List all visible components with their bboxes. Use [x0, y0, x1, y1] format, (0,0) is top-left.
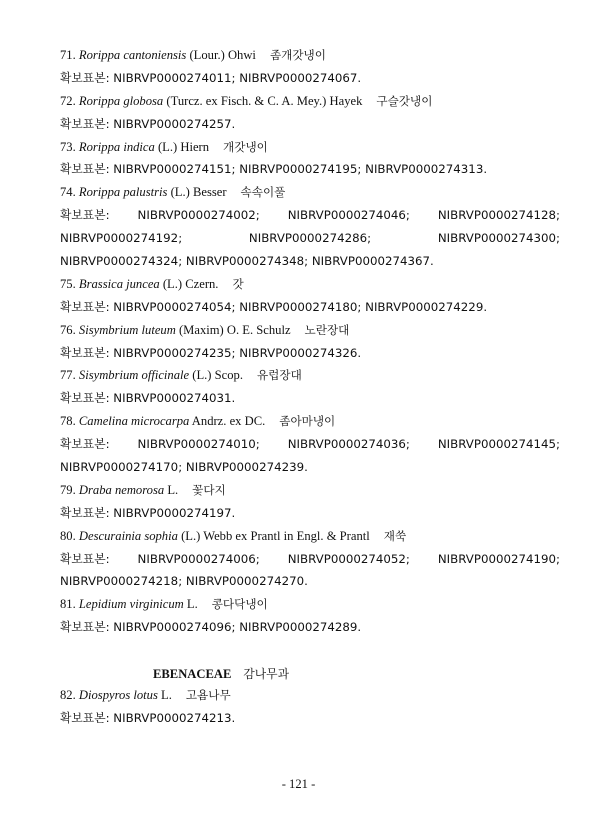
author-citation: (Turcz. ex Fisch. & C. A. Mey.) Hayek — [166, 93, 363, 108]
author-citation: (Lour.) Ohwi — [189, 48, 256, 62]
specimen-list-line: 확보표본: NIBRVP0000274002; NIBRVP0000274046; NIBRVP0000274128; — [60, 208, 560, 223]
species-entry-heading — [60, 90, 560, 113]
author-citation: L. — [186, 597, 198, 612]
species-entry-heading — [60, 364, 560, 387]
korean-name: 고욤나무 — [185, 688, 231, 702]
author-citation: Andrz. ex DC. — [191, 414, 266, 429]
entry-number: 78. — [60, 414, 76, 429]
scientific-name: Lepidium virginicum — [78, 597, 184, 612]
specimen-list-line: 확보표본: NIBRVP0000274011; NIBRVP0000274067. — [60, 70, 362, 85]
specimen-list-line: 확보표본: NIBRVP0000274197. — [60, 505, 236, 520]
korean-name: 노란장대 — [304, 322, 350, 337]
species-entry-heading — [60, 44, 560, 67]
korean-name: 콩다닥냉이 — [211, 597, 268, 612]
specimen-list-line: 확보표본: NIBRVP0000274010; NIBRVP0000274036; NIBRVP0000274145; — [60, 437, 560, 452]
entry-number: 79. — [60, 482, 76, 497]
scientific-name: Rorippa cantoniensis — [78, 48, 187, 62]
specimen-list-line: NIBRVP0000274170; NIBRVP0000274239. — [60, 460, 308, 475]
family-name: EBENACEAE — [153, 667, 232, 681]
korean-name: 좀개갓냉이 — [269, 48, 326, 62]
author-citation: L. — [161, 688, 172, 702]
scientific-name: Rorippa globosa — [78, 93, 164, 108]
entry-number: 74. — [60, 185, 76, 200]
author-citation: (L.) Scop. — [192, 368, 243, 383]
scientific-name: Sisymbrium officinale — [78, 368, 190, 383]
species-entry-heading — [60, 136, 560, 159]
korean-name: 갓 — [232, 276, 244, 291]
specimen-list-line: 확보표본: NIBRVP0000274006; NIBRVP0000274052; NIBRVP0000274190; — [60, 551, 560, 566]
entry-number: 71. — [60, 48, 76, 62]
korean-name: 꽃다지 — [192, 482, 226, 497]
species-entry-heading — [60, 410, 560, 433]
specimen-list-line: NIBRVP0000274218; NIBRVP0000274270. — [60, 574, 308, 589]
specimen-list-line: 확보표본: NIBRVP0000274151; NIBRVP0000274195; NIBRVP0000274313. — [60, 162, 488, 177]
scientific-name: Draba nemorosa — [78, 482, 165, 497]
entry-number: 80. — [60, 528, 76, 543]
family-heading — [153, 665, 289, 682]
author-citation: (L.) Czern. — [162, 276, 219, 291]
species-entry-heading — [60, 319, 560, 342]
korean-name: 재쑥 — [383, 528, 407, 543]
scientific-name: Rorippa palustris — [78, 185, 168, 200]
specimen-list-line: 확보표본: NIBRVP0000274031. — [60, 391, 236, 406]
entry-number: 82. — [60, 688, 76, 702]
species-list-ebenaceae — [60, 684, 560, 730]
korean-name: 유럽장대 — [256, 368, 302, 383]
species-list — [60, 44, 560, 639]
author-citation: L. — [167, 482, 179, 497]
author-citation: (Maxim) O. E. Schulz — [178, 322, 291, 337]
species-entry-heading — [60, 181, 560, 204]
author-citation: (L.) Besser — [170, 185, 227, 200]
specimen-list-line: 확보표본: NIBRVP0000274257. — [60, 116, 236, 131]
species-entry-heading — [60, 273, 560, 296]
author-citation: (L.) Hiern — [157, 139, 210, 154]
scientific-name: Rorippa indica — [78, 139, 155, 154]
entry-number: 73. — [60, 139, 76, 154]
specimen-list-line: 확보표본: NIBRVP0000274054; NIBRVP0000274180; NIBRVP0000274229. — [60, 299, 488, 314]
species-entry-heading — [60, 525, 560, 548]
scientific-name: Camelina microcarpa — [78, 414, 190, 429]
species-entry-heading — [60, 479, 560, 502]
specimen-list-line: 확보표본: NIBRVP0000274213. — [60, 710, 236, 725]
species-entry-heading — [60, 684, 560, 707]
entry-number: 77. — [60, 368, 76, 383]
entry-number: 76. — [60, 322, 76, 337]
korean-name: 속속이풀 — [240, 185, 286, 200]
scientific-name: Sisymbrium luteum — [78, 322, 176, 337]
family-korean-name: 감나무과 — [243, 667, 289, 681]
entry-number: 72. — [60, 93, 76, 108]
entry-number: 75. — [60, 276, 76, 291]
page-number: - 121 - — [281, 777, 316, 791]
specimen-list-line: 확보표본: NIBRVP0000274235; NIBRVP0000274326. — [60, 345, 362, 360]
scientific-name: Diospyros lotus — [78, 688, 158, 702]
specimen-list-line: NIBRVP0000274192; NIBRVP0000274286; NIBRVP0000274300; — [60, 231, 560, 246]
specimen-list-line: 확보표본: NIBRVP0000274096; NIBRVP0000274289. — [60, 620, 362, 635]
korean-name: 좀아마냉이 — [279, 414, 336, 429]
korean-name: 개갓냉이 — [223, 139, 268, 154]
scientific-name: Descurainia sophia — [78, 528, 178, 543]
entry-number: 81. — [60, 597, 76, 612]
author-citation: (L.) Webb ex Prantl in Engl. & Prantl — [181, 528, 370, 543]
scientific-name: Brassica juncea — [78, 276, 160, 291]
species-entry-heading — [60, 593, 560, 616]
specimen-list-line: NIBRVP0000274324; NIBRVP0000274348; NIBRVP0000274367. — [60, 254, 434, 269]
korean-name: 구슬갓냉이 — [376, 93, 433, 108]
